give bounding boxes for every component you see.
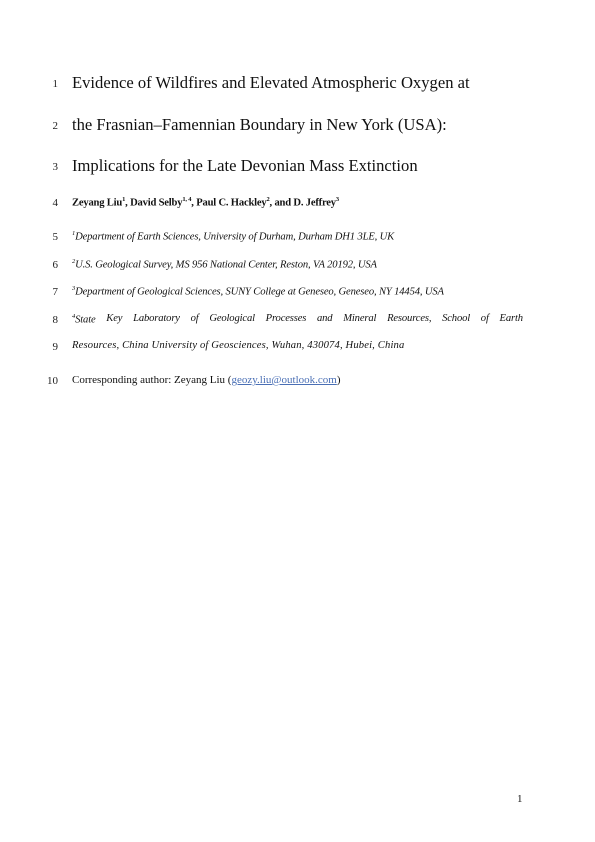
line-number: 10 (47, 375, 58, 387)
affiliation-1 (72, 230, 394, 243)
affiliation-word: School (442, 313, 471, 324)
line-number: 2 (52, 120, 58, 132)
affiliation-text: Department of Earth Sciences, University of Durham, Durham DH1 3LE, UK (75, 231, 395, 243)
line-number: 1 (52, 78, 58, 90)
corresponding-author-label: Corresponding author: Zeyang Liu ( (72, 374, 232, 386)
affiliation-4-continuation: Resources, China University of Geosciences, Wuhan, 430074, Hubei, China (72, 340, 405, 351)
author-separator: , (125, 197, 131, 209)
title-line-1: Evidence of Wildfires and Elevated Atmospheric Oxygen at (72, 73, 470, 92)
author-name: Zeyang Liu (72, 197, 123, 209)
author-separator: , and (269, 197, 294, 209)
affiliation-word: of (190, 313, 199, 324)
affiliation-word: Processes (265, 313, 307, 324)
line-number: 5 (52, 231, 58, 243)
author-affiliation-mark: 3 (335, 196, 339, 203)
author-list (72, 196, 339, 209)
corresponding-author-close: ) (336, 374, 341, 386)
line-number: 4 (52, 197, 58, 209)
affiliation-2 (72, 258, 377, 271)
title-line-2: the Frasnian–Famennian Boundary in New York (USA): (72, 115, 447, 134)
author-affiliation-mark: 1, 4 (182, 196, 192, 203)
line-number: 9 (52, 341, 58, 353)
affiliation-word: Mineral (343, 313, 377, 324)
author-affiliation-mark: 1 (122, 196, 126, 203)
affiliation-mark: 1 (72, 230, 76, 237)
affiliation-text: U.S. Geological Survey, MS 956 National Center, Reston, VA 20192, USA (75, 259, 377, 271)
affiliation-4 (72, 313, 523, 326)
affiliation-word: Key (106, 313, 123, 324)
line-number: 8 (52, 314, 58, 326)
affiliation-word: $^4$State (72, 313, 96, 326)
affiliation-mark: 3 (72, 285, 76, 292)
author-name: Paul C. Hackley (196, 197, 267, 209)
title-line-3: Implications for the Late Devonian Mass Extinction (72, 156, 418, 175)
line-number: 7 (52, 286, 58, 298)
affiliation-word: of (480, 313, 489, 324)
author-affiliation-mark: 2 (266, 196, 270, 203)
author-separator: , (191, 197, 197, 209)
author-name: David Selby (130, 197, 183, 209)
affiliation-3 (72, 285, 444, 298)
corresponding-author (72, 374, 340, 386)
page-number: 1 (517, 793, 523, 805)
affiliation-word: Earth (499, 313, 523, 324)
line-number: 6 (52, 259, 58, 271)
affiliation-mark: 2 (72, 258, 76, 265)
author-name: D. Jeffrey (293, 197, 336, 209)
affiliation-word: Resources, (387, 313, 432, 324)
affiliation-word: and (317, 313, 333, 324)
affiliation-word: Geological (209, 313, 255, 324)
author-email-link[interactable]: geozy.liu@outlook.com (231, 374, 337, 386)
affiliation-text: Department of Geological Sciences, SUNY College at Geneseo, Geneseo, NY 14454, USA (75, 286, 444, 298)
line-number: 3 (52, 161, 58, 173)
affiliation-mark: 4 (72, 313, 76, 320)
affiliation-word: Laboratory (133, 313, 180, 324)
